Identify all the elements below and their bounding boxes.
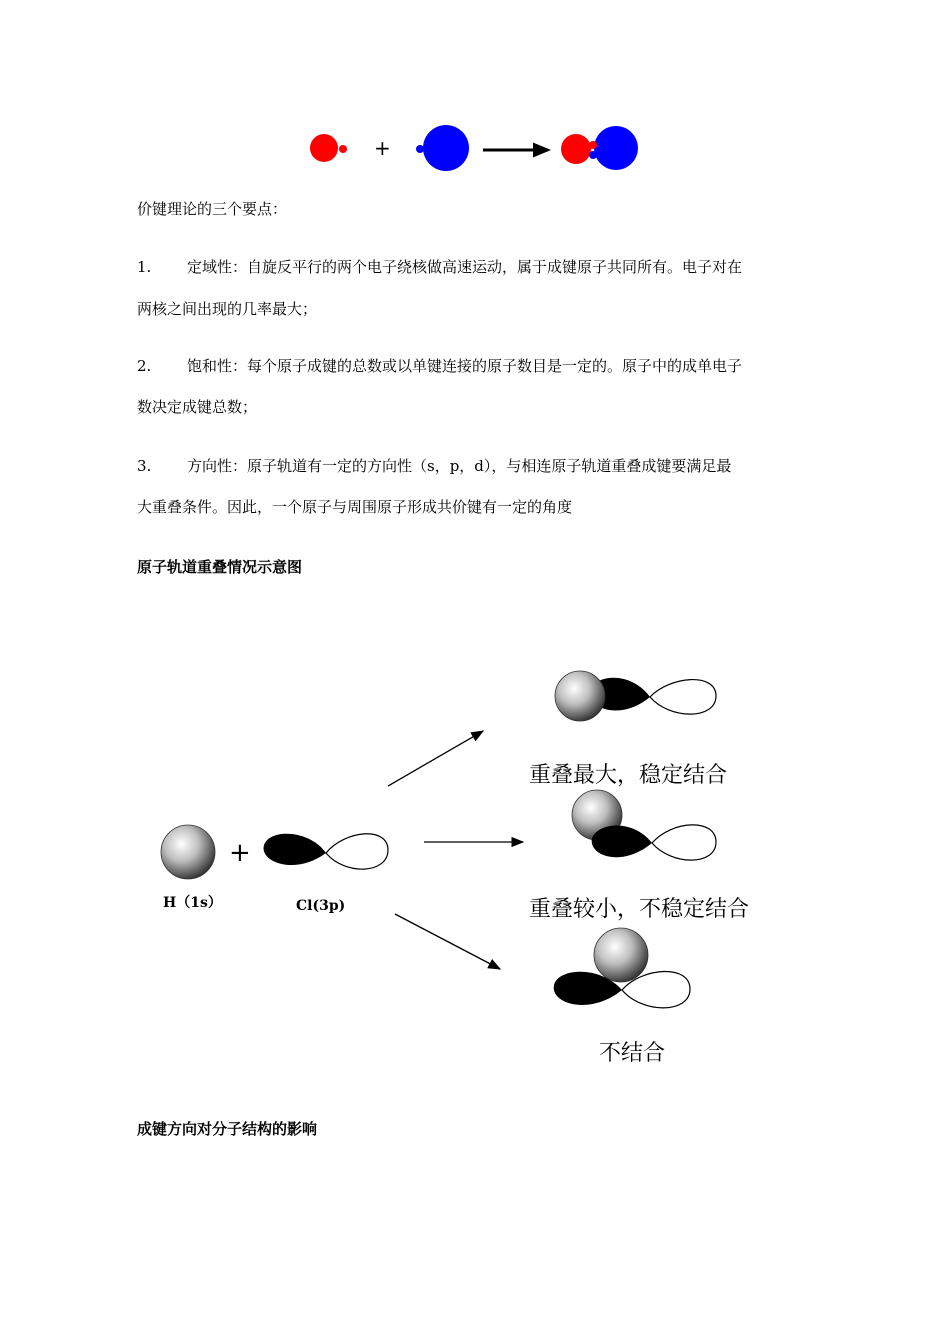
section-heading-bond-direction: 成键方向对分子结构的影响 xyxy=(137,1120,318,1138)
product-red-atom xyxy=(561,134,591,164)
red-atom xyxy=(310,134,338,162)
outcome-2-caption: 重叠较小，不稳定结合 xyxy=(529,897,750,922)
reaction-figure xyxy=(310,125,638,171)
point-1-line-1: 定域性：自旋反平行的两个电子绕核做高速运动，属于成键原子共同所有。电子对在 xyxy=(187,258,743,276)
h-1s-label: H（1s） xyxy=(163,895,222,911)
section-heading-orbital-overlap: 原子轨道重叠情况示意图 xyxy=(137,558,303,576)
h-1s-sphere xyxy=(161,825,215,879)
arrow-up xyxy=(388,731,483,786)
point-3-number: 3. xyxy=(137,457,152,475)
point-3-line-2: 大重叠条件。因此，一个原子与周围原子形成共价键有一定的角度 xyxy=(137,498,573,516)
point-1-number: 1. xyxy=(137,258,152,276)
point-2-number: 2. xyxy=(137,357,152,375)
shared-blue-electron xyxy=(589,151,597,159)
cl-3p-orbital xyxy=(264,834,388,869)
blue-atom xyxy=(423,125,469,171)
outcome-3-figure xyxy=(554,928,690,1008)
point-3-line-1: 方向性：原子轨道有一定的方向性（s，p，d），与相连原子轨道重叠成键要满足最 xyxy=(187,457,732,475)
outcome-2-figure xyxy=(572,790,716,860)
intro-text: 价键理论的三个要点： xyxy=(137,200,288,218)
outcome-1-caption: 重叠最大，稳定结合 xyxy=(529,763,728,788)
reaction-plus: + xyxy=(374,136,391,160)
point-1-line-2: 两核之间出现的几率最大； xyxy=(137,300,318,318)
point-2-line-2: 数决定成键总数； xyxy=(137,398,258,416)
outcome-1-figure xyxy=(555,671,716,721)
point-2-line-1: 饱和性：每个原子成键的总数或以单键连接的原子数目是一定的。原子中的成单电子 xyxy=(187,357,743,375)
product-blue-atom xyxy=(594,126,638,170)
cl-3p-label: Cl(3p) xyxy=(296,898,346,914)
diagram-plus: + xyxy=(229,838,251,868)
arrow-down xyxy=(395,914,500,969)
red-electron xyxy=(339,145,347,153)
blue-electron xyxy=(416,145,424,153)
outcome-3-caption: 不结合 xyxy=(599,1041,666,1066)
shared-red-electron xyxy=(589,141,597,149)
